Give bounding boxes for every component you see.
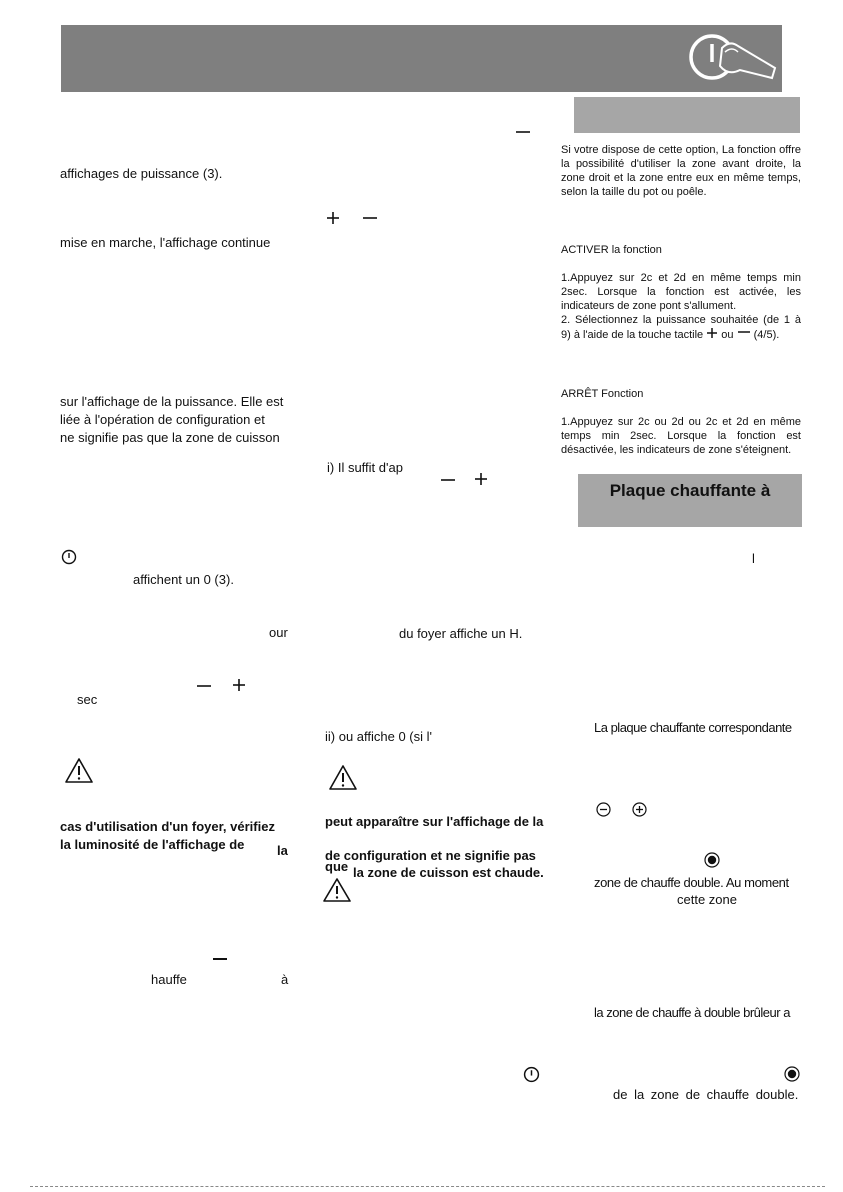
warning-icon	[64, 757, 94, 784]
plus-circle-icon	[632, 802, 647, 817]
warning-line-2: liée à l'opération de configuration et	[60, 412, 265, 427]
dual-zone-icon	[784, 1066, 800, 1082]
dual-zone-icon	[704, 852, 720, 868]
bold-warning-2-line-2: de configuration et ne signifie pas	[325, 848, 536, 863]
our-text: our	[269, 625, 288, 640]
minus-icon	[515, 127, 531, 137]
warning-line-3: ne signifie pas que la zone de cuisson	[60, 430, 280, 445]
activer-title: ACTIVER la fonction	[561, 244, 662, 256]
ou-affiche-text: ii) ou affiche 0 (si l'	[325, 729, 433, 744]
minus-icon	[212, 954, 228, 964]
arret-text: 1.Appuyez sur 2c ou 2d ou 2c et 2d en même temps min 2sec. Lorsque la fonction est désactivée, les indicateurs de zone s'éteignent.	[561, 416, 801, 456]
hauffe-text: hauffe	[151, 972, 187, 987]
mise-en-marche-text: mise en marche, l'affichage continue	[60, 235, 271, 250]
zone-double-text: zone de chauffe double. Au moment	[594, 875, 789, 890]
bold-warning-2-line-3: la zone de cuisson est chaude.	[353, 865, 544, 880]
bold-warning-2-line-1: peut apparaître sur l'affichage de la	[325, 814, 544, 829]
power-icon	[61, 549, 77, 565]
pipe-text: l	[752, 551, 755, 566]
activer-step-2	[561, 313, 801, 342]
plaque-correspondante-text: La plaque chauffante correspondante	[594, 720, 792, 735]
cette-zone-text: cette zone	[677, 892, 737, 907]
warning-line-1: sur l'affichage de la puissance. Elle est	[60, 394, 284, 409]
de-la-zone-text: de la zone de chauffe double.	[613, 1087, 799, 1102]
il-suffit-text: i) Il suffit d'ap	[327, 460, 403, 475]
activer-step-2-end: (4/5).	[753, 329, 780, 341]
activer-paragraph	[561, 271, 801, 342]
minus-icon	[737, 328, 751, 336]
bold-warning-line-1: cas d'utilisation d'un foyer, vérifiez	[60, 819, 275, 834]
touch-power-logo-icon	[680, 30, 780, 92]
minus-icon	[440, 475, 456, 485]
activer-step-1: 1.Appuyez sur 2c et 2d en même temps min 2sec. Lorsque la fonction est activée, les indicateurs de zone pont s'allument.	[561, 272, 801, 312]
power-icon	[523, 1066, 540, 1083]
bold-warning-2-que: que	[325, 859, 349, 874]
activer-step-2-text: 2. Sélectionnez la puissance souhaitée (de 1 à 9) à l'aide de la touche tactile	[561, 314, 801, 341]
arret-title: ARRÊT Fonction	[561, 388, 644, 400]
warning-icon	[322, 877, 352, 903]
plus-icon	[706, 327, 718, 339]
header-bar	[61, 25, 782, 92]
plus-icon	[474, 472, 488, 486]
double-bruleur-text: la zone de chauffe à double brûleur a	[594, 1005, 790, 1020]
affichent-text: affichent un 0 (3).	[133, 572, 234, 587]
minus-icon	[196, 680, 212, 692]
page-bottom-edge	[30, 1186, 825, 1187]
affichages-text: affichages de puissance (3).	[60, 166, 223, 181]
a-text: à	[281, 972, 289, 987]
plus-icon	[232, 678, 246, 692]
warning-icon	[328, 764, 358, 791]
minus-icon	[362, 213, 378, 223]
bold-warning-la: la	[277, 843, 288, 858]
section-header-box	[574, 97, 800, 133]
intro-paragraph	[561, 143, 801, 199]
plaque-chauffante-title: Plaque chauffante à	[609, 481, 771, 500]
minus-circle-icon	[596, 802, 611, 817]
intro-text: Si votre dispose de cette option, La fonction offre la possibilité d'utiliser la zone avant droite, la zone droit et la zone entre eux en même temps, selon la taille du pot ou poêle.	[561, 144, 801, 198]
arret-paragraph	[561, 415, 801, 457]
du-foyer-text: du foyer affiche un H.	[399, 626, 523, 641]
plaque-chauffante-box	[578, 474, 802, 527]
activer-step-2-ou: ou	[721, 329, 734, 341]
bold-warning-line-2: la luminosité de l'affichage de	[60, 837, 245, 852]
plus-icon	[326, 211, 340, 225]
sec-text: sec	[77, 692, 98, 707]
